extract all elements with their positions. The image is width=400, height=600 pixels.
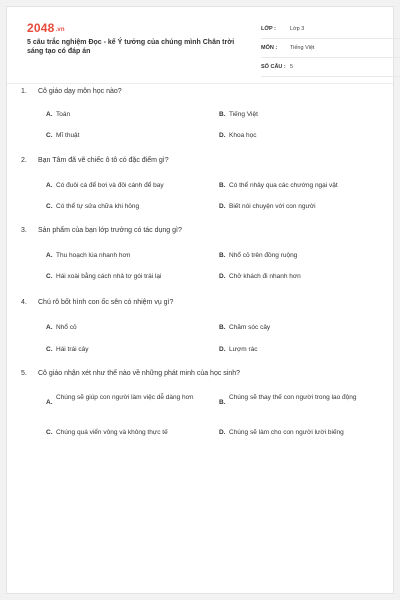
option-letter: A. (46, 324, 53, 331)
worksheet (6, 6, 394, 594)
option-letter: C. (46, 429, 53, 436)
option-letter: A. (46, 182, 53, 189)
option-letter: A. (46, 111, 53, 118)
question-number: 5. (21, 370, 27, 377)
option-text: Hái trái cây (56, 346, 89, 353)
question-text (21, 227, 381, 241)
option-letter: B. (219, 111, 226, 118)
meta-value: Tiếng Việt (290, 45, 315, 51)
option-letter: D. (219, 203, 226, 210)
option-text: Khoa học (229, 132, 257, 139)
option-letter: D. (219, 132, 226, 139)
question-3 (21, 223, 381, 283)
question-label: Sản phẩm của bạn lớp trưởng có tác dụng gì? (38, 227, 182, 234)
meta-label: LỚP : (261, 26, 276, 32)
option-text: Có đuôi cá để bơi và đôi cánh để bay (56, 182, 164, 189)
option-letter: C. (46, 346, 53, 353)
option-text: Mĩ thuật (56, 132, 80, 139)
option-text: Chúng sẽ thay thế con người trong lao động (229, 394, 357, 401)
question-4 (21, 295, 381, 355)
option-letter: C. (46, 203, 53, 210)
option-letter: D. (219, 273, 226, 280)
question-text (21, 88, 381, 102)
option-text: Chăm sóc cây (229, 324, 271, 331)
option-letter: A. (46, 252, 53, 259)
meta-value: Lớp 3 (290, 26, 305, 32)
option-letter: C. (46, 132, 53, 139)
question-5 (21, 366, 381, 446)
option-text: Nhổ cỏ trên đồng ruộng (229, 252, 298, 259)
question-label: Chú rô bốt hình con ốc sên có nhiệm vụ gì? (38, 299, 174, 306)
option-text: Lượm rác (229, 346, 258, 353)
option-text: Có thể tự sửa chữa khi hỏng (56, 203, 140, 210)
question-number: 1. (21, 88, 27, 95)
option-letter: B. (219, 182, 226, 189)
option-text: Hái xoài bằng cách nhả tơ gói trái lại (56, 273, 162, 280)
logo-main: 2048 (27, 21, 55, 35)
question-label: Cô giáo dạy môn học nào? (38, 88, 122, 95)
option-text: Nhổ cỏ (56, 324, 77, 331)
question-label: Bạn Tâm đã vẽ chiếc ô tô có đặc điểm gì? (38, 157, 169, 164)
meta-row-count (261, 61, 400, 77)
question-text (21, 370, 381, 384)
question-label: Cô giáo nhận xét như thế nào về những phát minh của học sinh? (38, 370, 241, 377)
option-text: Chúng sẽ giúp con người làm việc dễ dàng hơn (56, 394, 194, 401)
site-logo[interactable] (27, 21, 65, 35)
option-text: Chúng sẽ làm cho con người lười biếng (229, 429, 344, 436)
option-text: Tiếng Việt (229, 111, 258, 118)
option-letter: B. (219, 399, 226, 406)
option-letter: B. (219, 252, 226, 259)
meta-value: 5 (290, 64, 294, 70)
option-text: Chúng quá viển vông và không thực tế (56, 429, 168, 436)
meta-label: MÔN : (261, 45, 278, 51)
option-letter: B. (219, 324, 226, 331)
question-text (21, 299, 381, 313)
option-letter: A. (46, 399, 53, 406)
option-letter: D. (219, 346, 226, 353)
question-text (21, 157, 381, 171)
meta-row-grade (261, 23, 400, 39)
option-text: Toán (56, 111, 71, 118)
header (27, 21, 387, 77)
option-letter: D. (219, 429, 226, 436)
question-number: 3. (21, 227, 27, 234)
meta-label: SỐ CÂU : (261, 64, 286, 70)
document-title: 5 câu trắc nghiệm Đọc - kể Ý tưởng của chúng mình Chân trời sáng tạo có đáp án (27, 39, 235, 55)
logo-tld: .vn (55, 27, 65, 33)
question-number: 2. (21, 157, 27, 164)
question-1 (21, 84, 381, 144)
option-text: Có thể nhảy qua các chướng ngại vật (229, 182, 338, 189)
option-letter: C. (46, 273, 53, 280)
meta-panel (261, 23, 400, 80)
meta-row-subject (261, 42, 400, 58)
option-text: Chở khách đi nhanh hơn (229, 273, 301, 280)
option-text: Biết nói chuyện với con người (229, 203, 316, 210)
question-2 (21, 153, 381, 213)
option-text: Thu hoạch lúa nhanh hơn (56, 252, 131, 259)
question-number: 4. (21, 299, 27, 306)
